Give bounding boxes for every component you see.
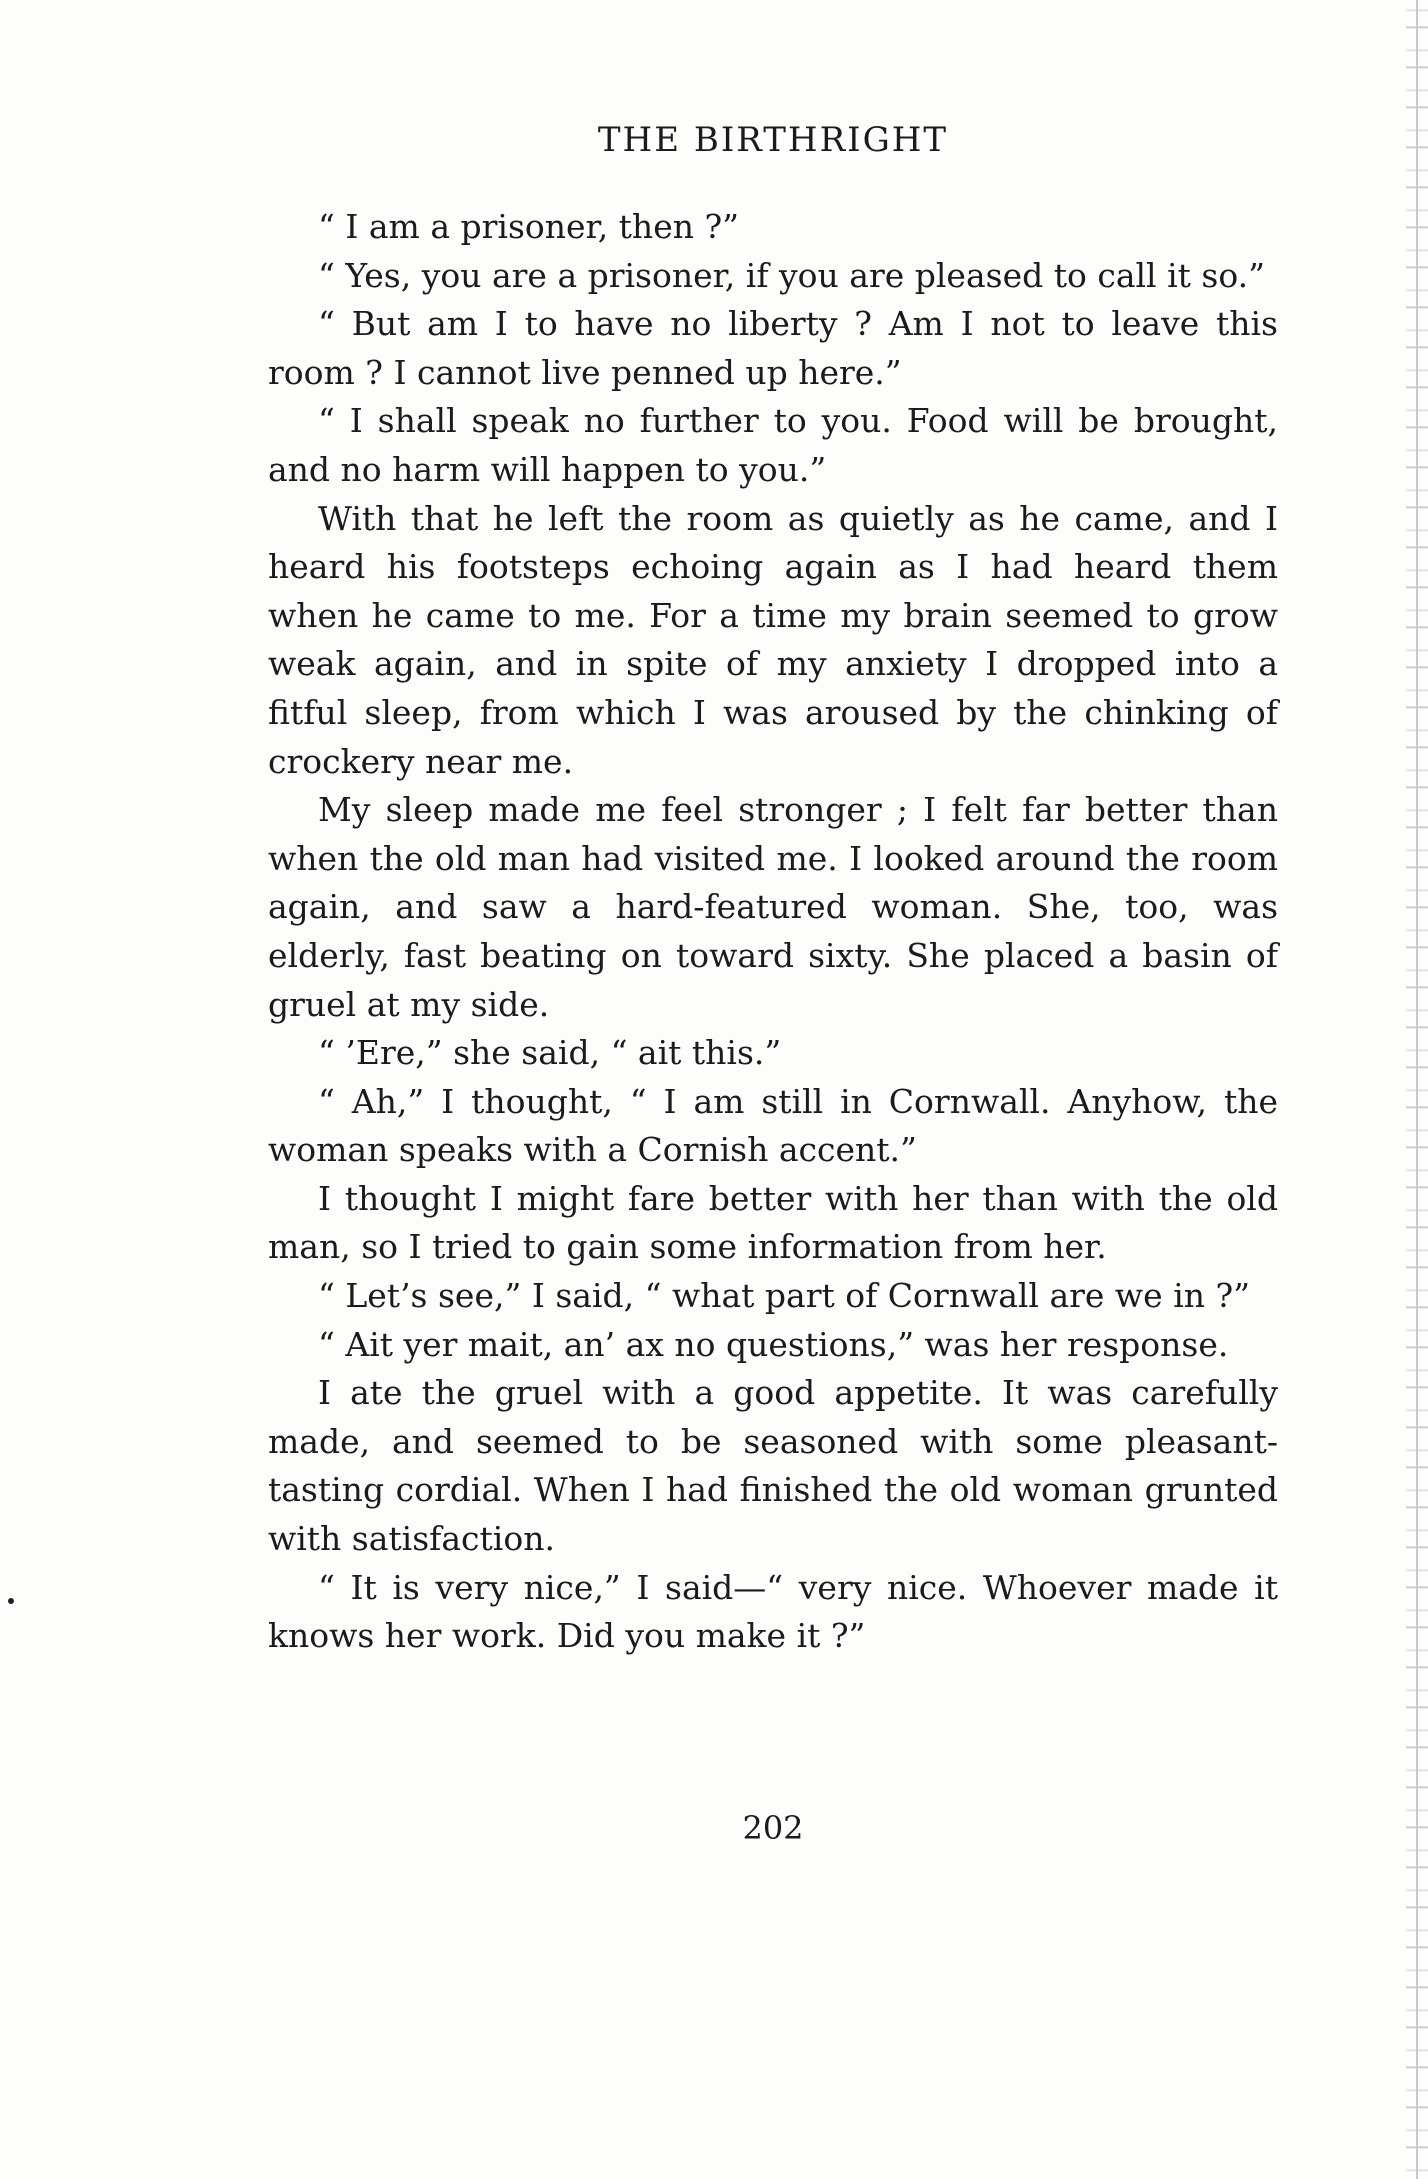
body-text [268, 203, 1278, 1661]
paragraph: I thought I might fare better with her than with the old man, so I tried to gain some information from her. [268, 1178, 1278, 1267]
paragraph: With that he left the room as quietly as he came, and I heard his footsteps echoing again as I had heard them when he came to me. For a time my brain seemed to grow weak again, and in spite of my anxiety I dropped into a fitful sleep, from which I was aroused by the chinking of crockery near me. [268, 498, 1278, 781]
ink-speck [8, 1598, 14, 1604]
page-number: 202 [742, 1809, 804, 1847]
running-head: THE BIRTHRIGHT [597, 120, 949, 160]
paragraph: “ Yes, you are a prisoner, if you are pleased to call it so.” [318, 255, 1265, 295]
paragraph: “ Ait yer mait, an’ ax no questions,” was her response. [318, 1324, 1229, 1364]
paragraph: “ It is very nice,” I said—“ very nice. Whoever made it knows her work. Did you make it ?” [268, 1567, 1278, 1656]
page-edge-line [1416, 0, 1418, 2179]
paragraph: My sleep made me feel stronger ; I felt far better than when the old man had visited me. I looked around the room again, and saw a hard-featured woman. She, too, was elderly, fast beating on toward sixty. She placed a basin of gruel at my side. [268, 790, 1278, 1024]
paragraph: “ But am I to have no liberty ? Am I not to leave this room ? I cannot live penned up here.” [268, 304, 1278, 392]
paragraph: I ate the gruel with a good appetite. It was carefully made, and seemed to be seasoned with some pleasant-tasting cordial. When I had finished the old woman grunted with satisfaction. [268, 1373, 1278, 1559]
paragraph: “ I shall speak no further to you. Food will be brought, and no harm will happen to you.” [268, 401, 1278, 489]
paragraph: “ Ah,” I thought, “ I am still in Cornwall. Anyhow, the woman speaks with a Cornish accent.” [268, 1081, 1278, 1170]
paragraph: “ ’Ere,” she said, “ ait this.” [318, 1033, 782, 1073]
paragraph: “ I am a prisoner, then ?” [318, 207, 740, 246]
paragraph: “ Let’s see,” I said, “ what part of Cornwall are we in ?” [318, 1276, 1251, 1316]
